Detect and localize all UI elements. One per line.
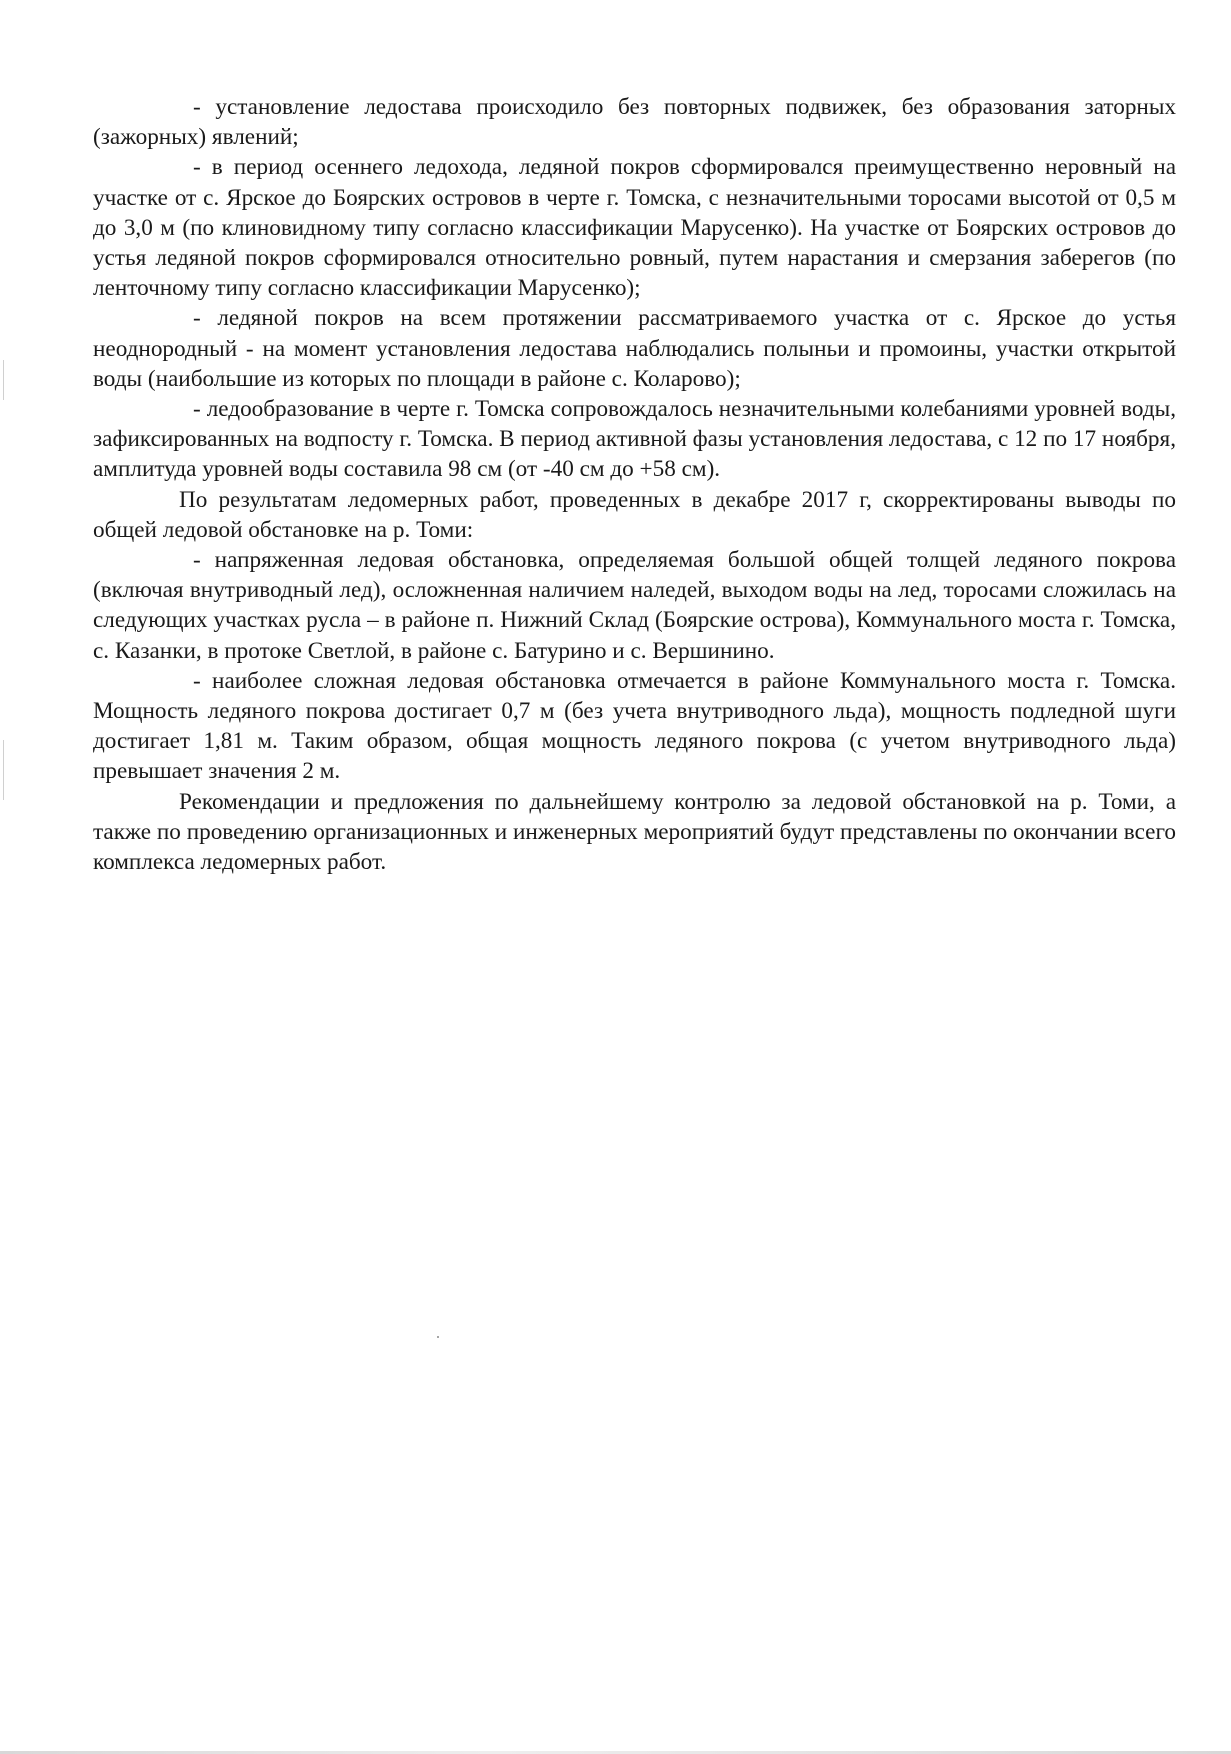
paragraph-ice-formation-no-jams: - установление ледостава происходило без повторных подвижек, без образования заторных (зажорных) явлений; (93, 94, 1176, 151)
paragraph-recommendations: Рекомендации и предложения по дальнейшему контролю за ледовой обстановкой на р. Томи, а также по проведению организационных и инженерных мероприятий будут представлены по окончании всего комплекса ледомерных работ. (93, 788, 1176, 876)
paragraph-water-level-fluctuations: - ледообразование в черте г. Томска сопровождалось незначительными колебаниями уровней воды, зафиксированных на водпосту г. Томска. В период активной фазы установления ледостава, с 12 по 17 ноября, амплитуда уровней воды составила 98 см (от -40 см до +58 см). (93, 396, 1176, 483)
scan-edge-mark (3, 360, 4, 400)
paragraph-heterogeneous-ice-cover: - ледяной покров на всем протяжении рассматриваемого участка от с. Ярское до устья неоднородный - на момент установления ледостава наблюдались полыньи и промоины, участки открытой воды (наибольшие из которых по площади в районе с. Коларово); (93, 305, 1176, 392)
paragraph-tense-ice-situation: - напряженная ледовая обстановка, определяемая большой общей толщей ледяного покрова (включая внутриводный лед), осложненная наличием наледей, выходом воды на лед, торосами сложилась на следующих участках русла – в районе п. Нижний Склад (Боярские острова), Коммунального моста г. Томска, с. Казанки, в протоке Светлой, в районе с. Батурино и с. Вершинино. (93, 547, 1176, 664)
paragraph-autumn-ice-drift: - в период осеннего ледохода, ледяной покров сформировался преимущественно неровный на участке от с. Ярское до Боярских островов в черте г. Томска, с незначительными торосами высотой от 0,5 м до 3,0 м (по клиновидному типу согласно классификации Марусенко). На участке от Боярских островов до устья ледяной покров сформировался относительно ровный, путем нарастания и смерзания заберегов (по ленточному типу согласно классификации Марусенко); (93, 154, 1176, 302)
scan-speck (437, 1336, 439, 1338)
document-body (93, 92, 1176, 877)
paragraph-ice-measurement-results: По результатам ледомерных работ, проведенных в декабре 2017 г, скорректированы выводы по общей ледовой обстановке на р. Томи: (93, 486, 1176, 543)
paragraph-most-difficult-area: - наиболее сложная ледовая обстановка отмечается в районе Коммунального моста г. Томска. Мощность ледяного покрова достигает 0,7 м (без учета внутриводного льда), мощность подледной шуги достигает 1,81 м. Таким образом, общая мощность ледяного покрова (с учетом внутриводного льда) превышает значения 2 м. (93, 667, 1176, 785)
scan-edge-mark (3, 740, 4, 800)
